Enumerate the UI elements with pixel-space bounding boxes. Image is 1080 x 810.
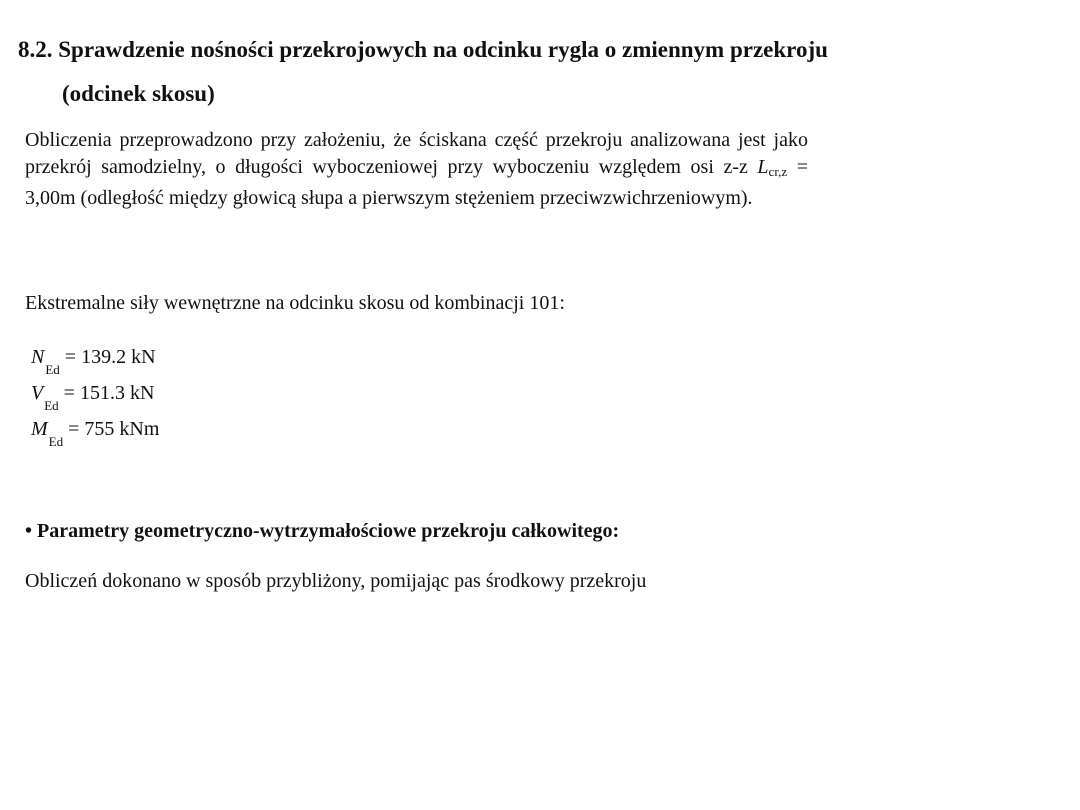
intro-paragraph: [25, 127, 808, 212]
section-heading-line1: 8.2. Sprawdzenie nośności przekrojowych na odcinku rygla o zmiennym przekroju: [18, 37, 828, 62]
force-value: = 139.2 kN: [64, 346, 156, 368]
force-symbol: M: [31, 418, 48, 440]
force-subscript: Ed: [45, 362, 60, 377]
force-value: = 755 kNm: [68, 418, 160, 440]
section-heading-line2: (odcinek skosu): [62, 81, 215, 106]
force-symbol: N: [31, 346, 45, 368]
parameters-heading: [25, 518, 619, 545]
force-subscript: Ed: [44, 398, 59, 413]
intro-text-after: = 3,00m (odległość między głowicą słupa a pierwszym stężeniem przeciwzwichrzeniowym).: [25, 156, 808, 209]
force-value: = 151.3 kN: [63, 382, 155, 404]
force-symbol: V: [31, 382, 44, 404]
internal-forces-list: [31, 344, 159, 452]
force-subscript: Ed: [48, 434, 64, 449]
force-row-n: [31, 344, 159, 380]
bullet-marker: •: [25, 520, 33, 542]
forces-intro: Ekstremalne siły wewnętrzne na odcinku skosu od kombinacji 101:: [25, 292, 565, 314]
lcr-symbol: L: [757, 156, 769, 178]
force-row-m: [31, 416, 159, 452]
lcr-subscript: cr,z: [768, 164, 788, 179]
force-row-v: [31, 380, 159, 416]
section-heading: [18, 28, 1068, 116]
parameters-note: Obliczeń dokonano w sposób przybliżony, pomijając pas środkowy przekroju: [25, 570, 647, 592]
parameters-heading-text: Parametry geometryczno-wytrzymałościowe przekroju całkowitego:: [37, 520, 620, 542]
intro-text-before: Obliczenia przeprowadzono przy założeniu, że ściskana część przekroju analizowana jest jako przekrój samodzielny, o długości wyboczeniowej przy wyboczeniu względem osi z-z: [25, 129, 808, 178]
